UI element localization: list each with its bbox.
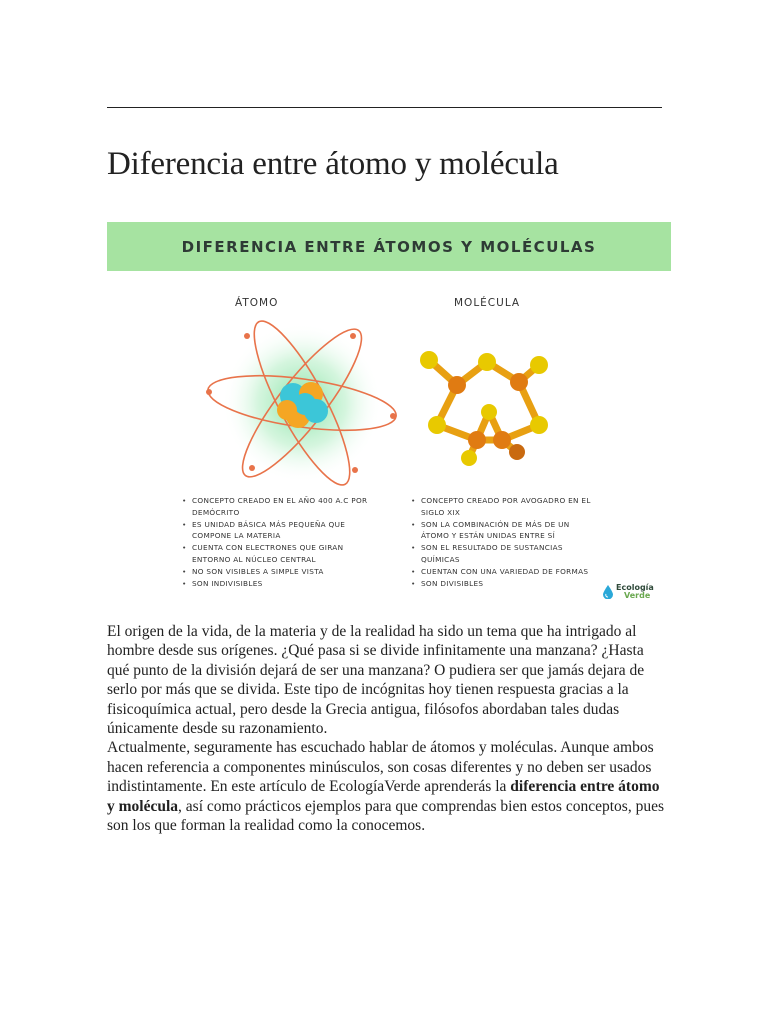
- ecologia-verde-logo: [603, 584, 654, 600]
- list-item: • CUENTA CON ELECTRONES QUE GIRAN ENTORNO AL NÚCLEO CENTRAL: [180, 542, 375, 566]
- top-divider: [107, 107, 662, 108]
- atom-heading: ÁTOMO: [235, 297, 279, 309]
- list-item: • CUENTAN CON UNA VARIEDAD DE FORMAS: [409, 566, 599, 578]
- infographic-banner: [107, 222, 671, 271]
- brand-line-2: Verde: [624, 591, 651, 600]
- molecule-illustration: [407, 340, 567, 470]
- paragraph-second: [107, 738, 667, 835]
- list-item: • CONCEPTO CREADO POR AVOGADRO EN EL SIGLO XIX: [409, 495, 599, 519]
- list-item: • SON INDIVISIBLES: [180, 578, 375, 590]
- list-item: • SON EL RESULTADO DE SUSTANCIAS QUÍMICAS: [409, 542, 599, 566]
- paragraph-intro: El origen de la vida, de la materia y de la realidad ha sido un tema que ha intrigado al hombre desde sus orígenes. ¿Qué pasa si se divide infinitamente una manzana? ¿Hasta qué punto de la división dejará de ser una manzana? O pudiera ser que jamás dejara de serlo por más que se divida. Este tipo de incógnitas hoy tienen respuesta gracias a la fisicoquímica actual, pero desde la Grecia antigua, filósofos abordaban tales dudas únicamente desde su razonamiento.: [107, 623, 645, 738]
- page-title: Diferencia entre átomo y molécula: [107, 146, 559, 182]
- paragraph-second-end: , así como prácticos ejemplos para que comprendas bien estos conceptos, pues son los que forman la realidad como la conocemos.: [107, 797, 664, 835]
- molecule-heading: MOLÉCULA: [454, 297, 521, 309]
- list-item: • NO SON VISIBLES A SIMPLE VISTA: [180, 566, 375, 578]
- atom-facts-list: [180, 495, 375, 589]
- list-item: • CONCEPTO CREADO EN EL AÑO 400 A.C POR DEMÓCRITO: [180, 495, 375, 519]
- water-drop-icon: [603, 585, 613, 599]
- atom-illustration: [197, 318, 407, 488]
- article-body: [107, 622, 667, 835]
- list-item: • SON LA COMBINACIÓN DE MÁS DE UN ÁTOMO Y ESTÁN UNIDAS ENTRE SÍ: [409, 519, 599, 543]
- bold-keyword: diferencia entre átomo y molécula: [107, 778, 660, 815]
- list-item: • ES UNIDAD BÁSICA MÁS PEQUEÑA QUE COMPONE LA MATERIA: [180, 519, 375, 543]
- brand-name: [616, 584, 654, 600]
- list-item: • SON DIVISIBLES: [409, 578, 599, 590]
- brand-line-1: Ecología: [616, 583, 654, 592]
- molecule-facts-list: [409, 495, 599, 589]
- paragraph-second-start: Actualmente, seguramente has escuchado hablar de átomos y moléculas. Aunque ambos hacen referencia a componentes minúsculos, son cosas diferentes y no deben ser usados indistintamente. En este artículo de EcologíaVerde aprenderás la: [107, 739, 654, 796]
- infographic-image: [107, 222, 671, 612]
- banner-text: DIFERENCIA ENTRE ÁTOMOS Y MOLÉCULAS: [181, 237, 597, 256]
